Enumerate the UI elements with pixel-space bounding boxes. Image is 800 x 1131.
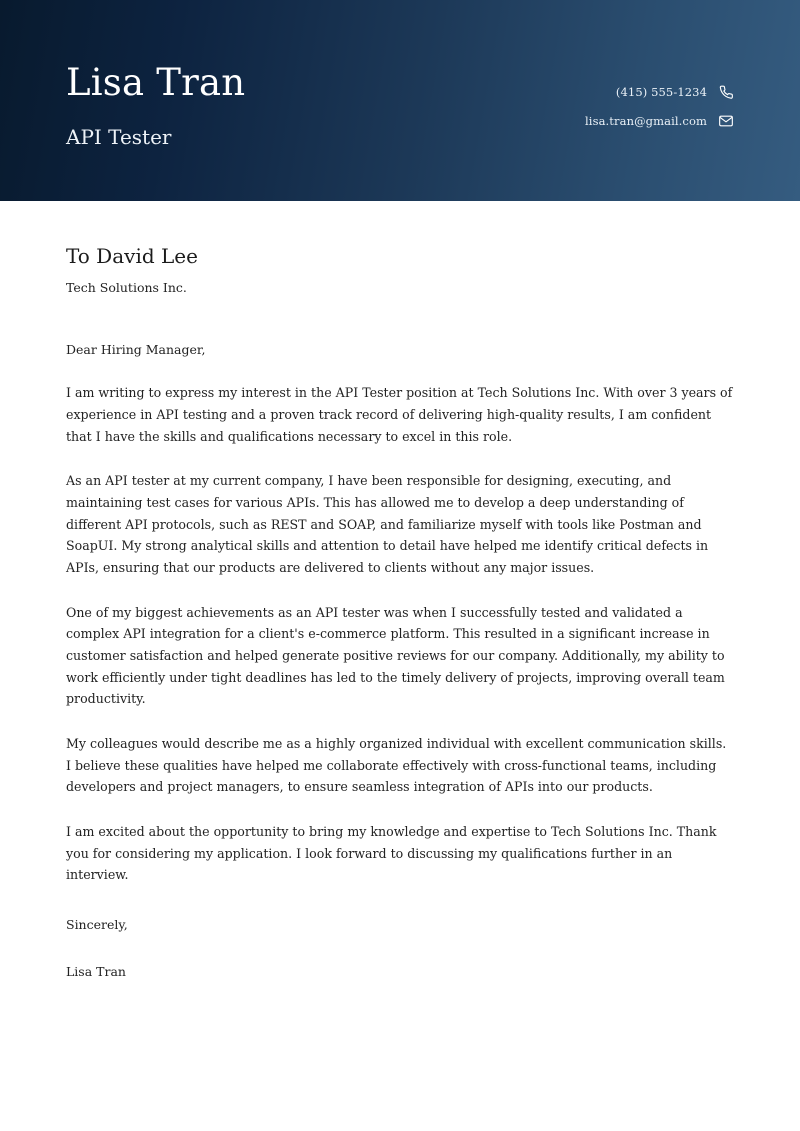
letter-paragraph: As an API tester at my current company, I have been responsible for designing, executing, and maintaining test cases for various APIs. This has allowed me to develop a deep understanding of different API protocols, such as REST and SOAP, and familiarize myself with tools like Postman and SoapUI. My strong analytical skills and attention to detail have helped me identify critical defects in APIs, ensuring that our products are delivered to clients without any major issues. <box>66 473 709 575</box>
letter-paragraph: I am excited about the opportunity to bring my knowledge and expertise to Tech Solutions Inc. Thank you for considering my application. I look forward to discussing my qualifications further in an interview. <box>66 823 717 883</box>
letter-header <box>0 0 800 201</box>
page-title: Lisa Tran <box>66 61 246 104</box>
salutation: Dear Hiring Manager, <box>66 342 206 358</box>
contact-row-email[interactable] <box>585 113 734 129</box>
phone-number: (415) 555-1234 <box>615 85 707 99</box>
identity-block <box>66 61 246 149</box>
recipient-company: Tech Solutions Inc. <box>66 280 187 295</box>
signature-name: Lisa Tran <box>66 963 126 979</box>
recipient-name: To David Lee <box>66 244 198 268</box>
contact-row-phone[interactable] <box>616 84 734 100</box>
closing-line: Sincerely, <box>66 916 128 932</box>
envelope-icon <box>718 113 734 129</box>
letter-body <box>0 201 800 981</box>
letter-paragraph: My colleagues would describe me as a highly organized individual with excellent communication skills. I believe these qualities have helped me collaborate effectively with cross-functional teams, including developers and project managers, to ensure seamless integration of APIs into our products. <box>66 735 727 795</box>
contact-block <box>585 84 734 129</box>
email-address: lisa.tran@gmail.com <box>585 114 707 128</box>
letter-paragraph: One of my biggest achievements as an API tester was when I successfully tested and validated a complex API integration for a client's e-commerce platform. This resulted in a significant increase in customer satisfaction and helped generate positive reviews for our company. Additionally, my ability to work efficiently under tight deadlines has led to the timely delivery of projects, improving overall team productivity. <box>66 604 725 707</box>
letter-paragraph: I am writing to express my interest in the API Tester position at Tech Solutions Inc. With over 3 years of experience in API testing and a proven track record of delivering high-quality results, I am confident that I have the skills and qualifications necessary to excel in this role. <box>66 385 733 444</box>
phone-icon <box>718 84 734 100</box>
recipient-block <box>66 201 734 296</box>
job-title: API Tester <box>66 124 172 149</box>
